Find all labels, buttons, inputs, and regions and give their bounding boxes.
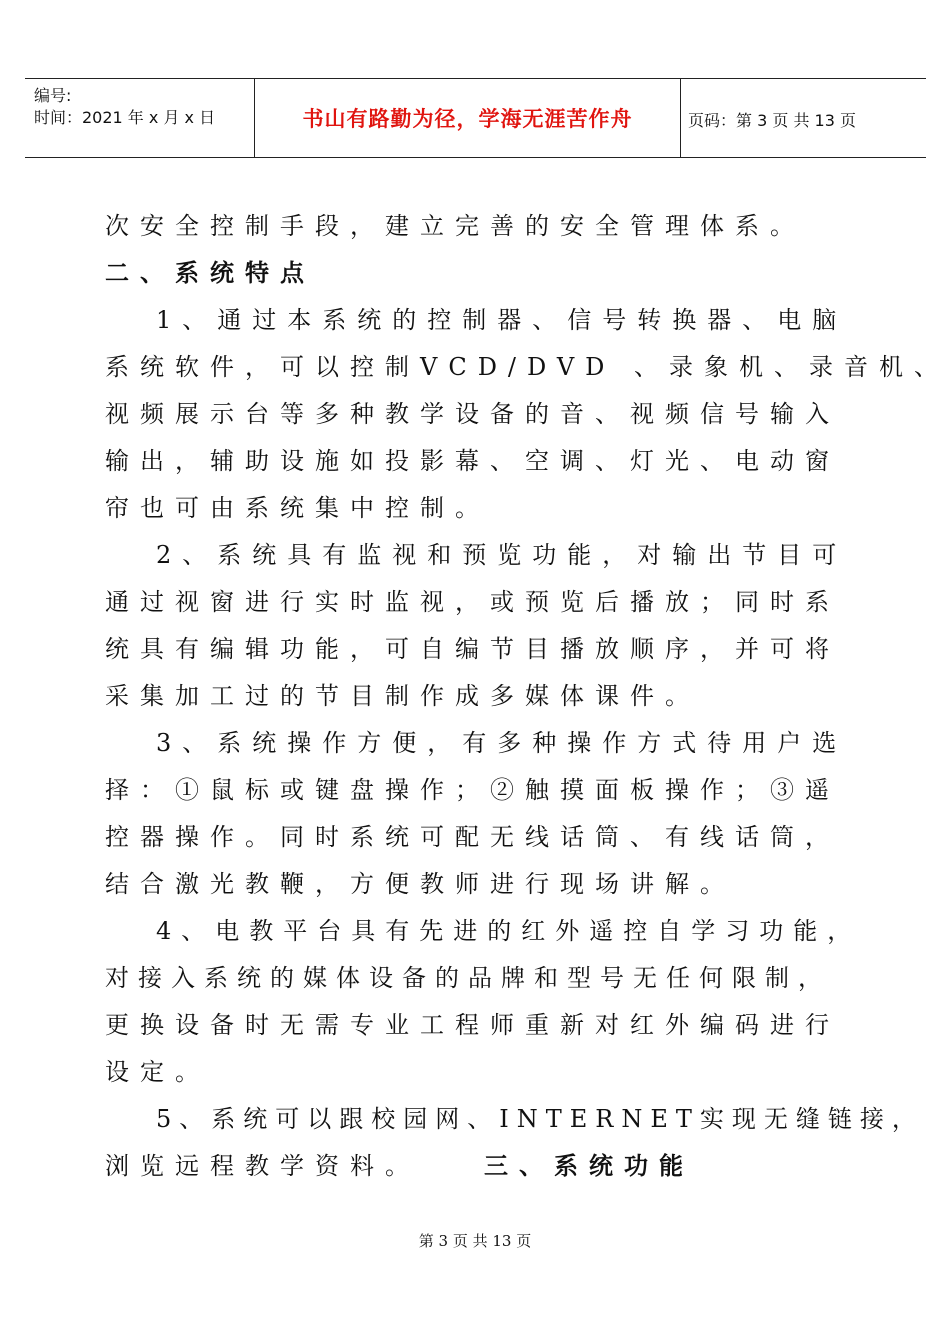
paragraph-line: 5、系统可以跟校园网、INTERNET实现无缝链接， [156, 1105, 924, 1133]
header-motto-cell [254, 79, 681, 157]
section-heading-features: 二、系统特点 [105, 259, 315, 287]
paragraph-line: 采集加工过的节目制作成多媒体课件。 [105, 682, 700, 710]
paragraph-line: 2、系统具有监视和预览功能，对输出节目可 [156, 541, 848, 569]
paragraph-line: 4、电教平台具有先进的红外遥控自学习功能， [156, 917, 862, 945]
paragraph-line: 通过视窗进行实时监视，或预览后播放；同时系 [105, 588, 840, 616]
paragraph-line: 次安全控制手段，建立完善的安全管理体系。 [105, 212, 805, 240]
header-meta [25, 79, 253, 157]
document-header [25, 78, 926, 158]
paragraph-line: 3、系统操作方便，有多种操作方式待用户选 [156, 729, 848, 757]
paragraph-line: 帘也可由系统集中控制。 [105, 494, 490, 522]
paragraph-line: 视频展示台等多种教学设备的音、视频信号输入 [105, 400, 840, 428]
section-heading-functions: 三、系统功能 [484, 1152, 694, 1180]
paragraph-line: 输出，辅助设施如投影幕、空调、灯光、电动窗 [105, 447, 840, 475]
paragraph-line: 设定。 [105, 1058, 210, 1086]
paragraph-line: 控器操作。同时系统可配无线话筒、有线话筒， [105, 823, 840, 851]
page-footer: 第 3 页 共 13 页 [418, 1232, 532, 1250]
paragraph-line: 系统软件，可以控制VCD/DVD 、录象机、录音机、 [105, 353, 950, 381]
paragraph-line: 择：①鼠标或键盘操作；②触摸面板操作；③遥 [105, 776, 840, 804]
serial-number-label: 编号: [34, 86, 72, 105]
header-page-number: 页码：第 3 页 共 13 页 [688, 111, 856, 130]
paragraph-line: 浏览远程教学资料。 [105, 1152, 420, 1180]
paragraph-line: 结合激光教鞭，方便教师进行现场讲解。 [105, 870, 735, 898]
paragraph-line: 1、通过本系统的控制器、信号转换器、电脑 [156, 306, 848, 334]
header-motto: 书山有路勤为径，学海无涯苦作舟 [302, 107, 633, 131]
header-page-cell [680, 79, 926, 157]
paragraph-line: 统具有编辑功能，可自编节目播放顺序，并可将 [105, 635, 840, 663]
paragraph-line: 更换设备时无需专业工程师重新对红外编码进行 [105, 1011, 840, 1039]
paragraph-line: 对接入系统的媒体设备的品牌和型号无任何限制， [105, 964, 831, 992]
date-label: 时间：2021 年 x 月 x 日 [34, 108, 216, 127]
